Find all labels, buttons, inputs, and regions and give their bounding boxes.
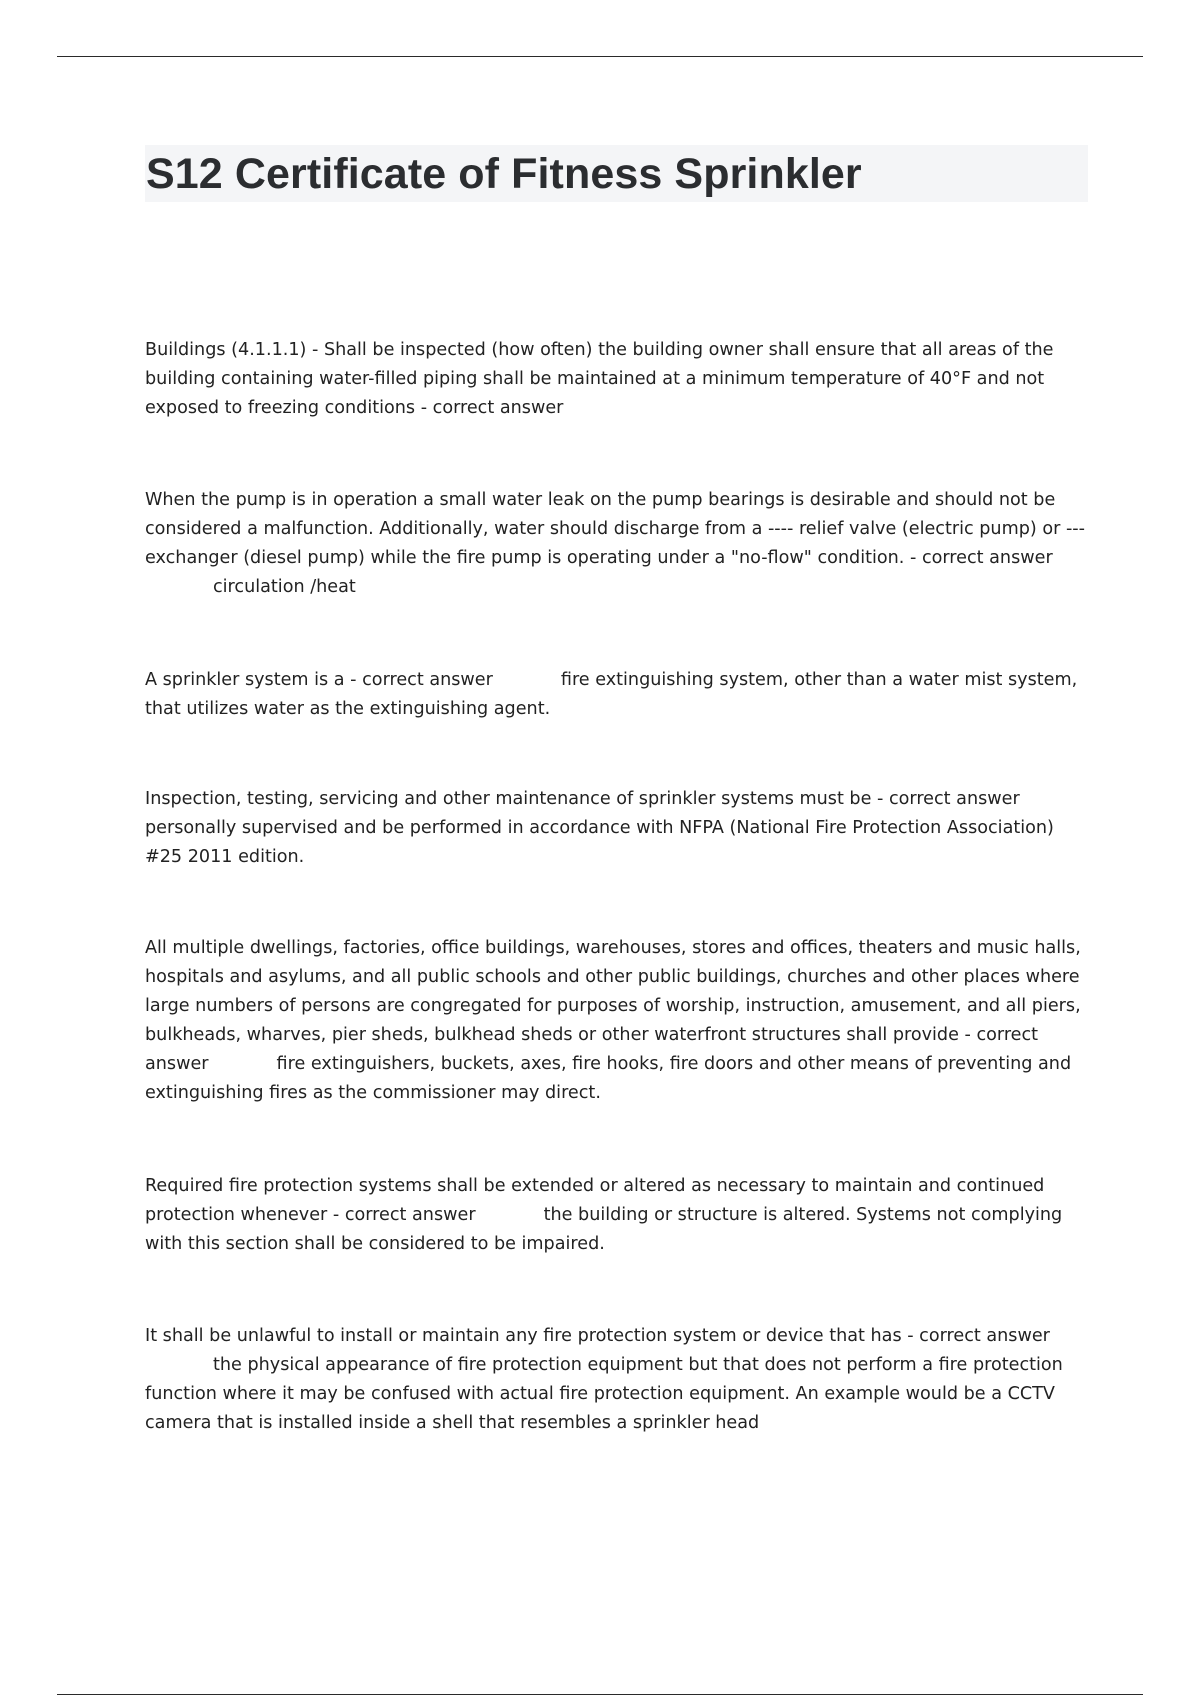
correct-answer-label: - correct answer [415, 398, 564, 418]
top-rule [57, 56, 1143, 57]
answer-text: the building or structure is altered. Systems not complying with this section shall be considered to be impaired. [145, 1205, 1063, 1254]
question-text: Required fire protection systems shall be extended or altered as necessary to maintain and continued protection whenever [145, 1176, 1045, 1225]
question-text: A sprinkler system is a [145, 670, 345, 690]
answer-text: fire extinguishers, buckets, axes, fire hooks, fire doors and other means of preventing and extinguishing fires as the commissioner may direct. [145, 1054, 1072, 1103]
answer-text: circulation /heat [213, 577, 356, 597]
correct-answer-label: - correct answer [871, 789, 1020, 809]
correct-answer-label: - correct answer [327, 1205, 476, 1225]
correct-answer-label: - correct answer [344, 670, 493, 690]
qa-item-4 [145, 785, 1095, 872]
question-text: It shall be unlawful to install or maintain any fire protection system or device that has [145, 1326, 902, 1346]
qa-item-2 [145, 486, 1095, 602]
question-text: When the pump is in operation a small water leak on the pump bearings is desirable and should not be considered a malfunction. Additionally, water should discharge from a ---- relief valve (electric pump) or --- exchanger (diesel pump) while the fire pump is operating under a "no-flow" condition. [145, 490, 1085, 568]
document-title: S12 Certificate of Fitness Sprinkler [146, 150, 862, 198]
qa-item-7 [145, 1322, 1095, 1438]
qa-item-6 [145, 1172, 1095, 1259]
question-text: Inspection, testing, servicing and other maintenance of sprinkler systems must be [145, 789, 872, 809]
bottom-rule [57, 1694, 1143, 1695]
qa-item-5 [145, 934, 1095, 1108]
correct-answer-label: - correct answer [901, 1326, 1050, 1346]
question-text: Buildings (4.1.1.1) - Shall be inspected (how often) the building owner shall ensure that all areas of the building containing water-filled piping shall be maintained at a minimum temperature of 40°F and not exposed to freezing conditions [145, 340, 1054, 418]
correct-answer-label: - correct answer [904, 548, 1053, 568]
qa-item-3 [145, 666, 1095, 724]
answer-text: personally supervised and be performed in accordance with NFPA (National Fire Protection Association) #25 2011 edition. [145, 818, 1054, 867]
correct-answer-label: - correct answer [145, 1025, 1039, 1074]
answer-text: the physical appearance of fire protection equipment but that does not perform a fire protection function where it may be confused with actual fire protection equipment. An example would be a CCTV camera that is installed inside a shell that resembles a sprinkler head [145, 1355, 1063, 1433]
answer-text: fire extinguishing system, other than a water mist system, that utilizes water as the extinguishing agent. [145, 670, 1078, 719]
question-text: All multiple dwellings, factories, office buildings, warehouses, stores and offices, theaters and music halls, hospitals and asylums, and all public schools and other public buildings, churches and other places where large numbers of persons are congregated for purposes of worship, instruction, amusement, and all piers, bulkheads, wharves, pier sheds, bulkhead sheds or other waterfront structures shall provide [145, 938, 1081, 1045]
qa-item-1 [145, 336, 1095, 423]
